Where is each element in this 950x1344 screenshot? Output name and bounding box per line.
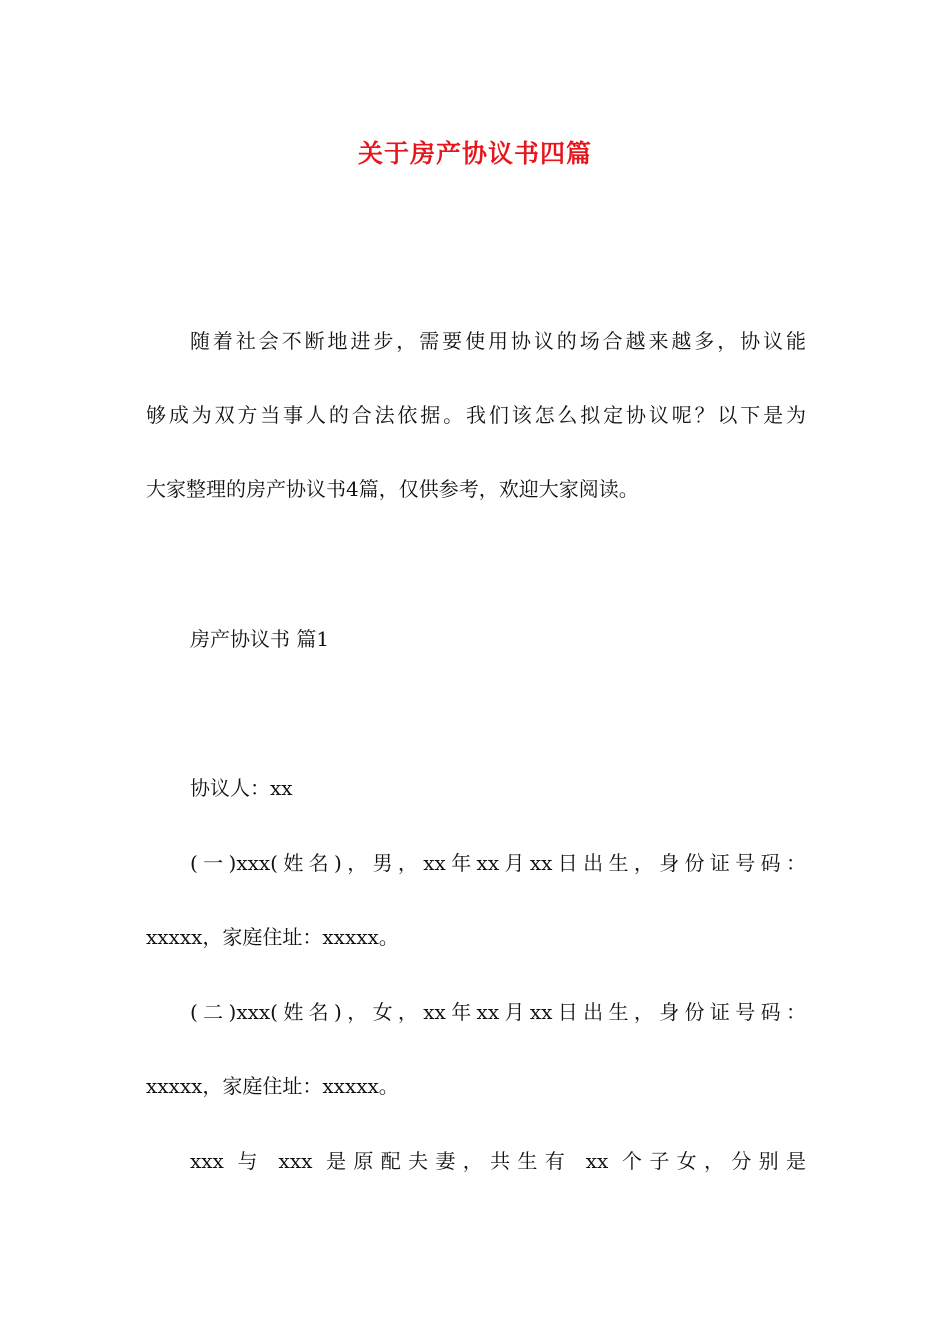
body-line-4: (二)xxx(姓名)，女，xx年xx月xx日出生，身份证号码： — [190, 1000, 806, 1024]
body-line-5: xxxxx，家庭住址：xxxxx。 — [146, 1074, 399, 1098]
body-line-2: (一)xxx(姓名)，男，xx年xx月xx日出生，身份证号码： — [190, 851, 806, 875]
intro-line-3: 大家整理的房产协议书4篇，仅供参考，欢迎大家阅读。 — [146, 477, 639, 501]
section-heading: 房产协议书 篇1 — [190, 627, 330, 651]
intro-line-2: 够成为双方当事人的合法依据。我们该怎么拟定协议呢？以下是为 — [146, 403, 806, 427]
body-line-3: xxxxx，家庭住址：xxxxx。 — [146, 925, 399, 949]
body-line-1: 协议人：xx — [190, 776, 293, 800]
body-line-6: xxx 与 xxx 是原配夫妻，共生有 xx 个子女，分别是 — [190, 1149, 806, 1173]
document-title: 关于房产协议书四篇 — [357, 139, 592, 168]
intro-line-1: 随着社会不断地进步，需要使用协议的场合越来越多，协议能 — [190, 329, 806, 353]
